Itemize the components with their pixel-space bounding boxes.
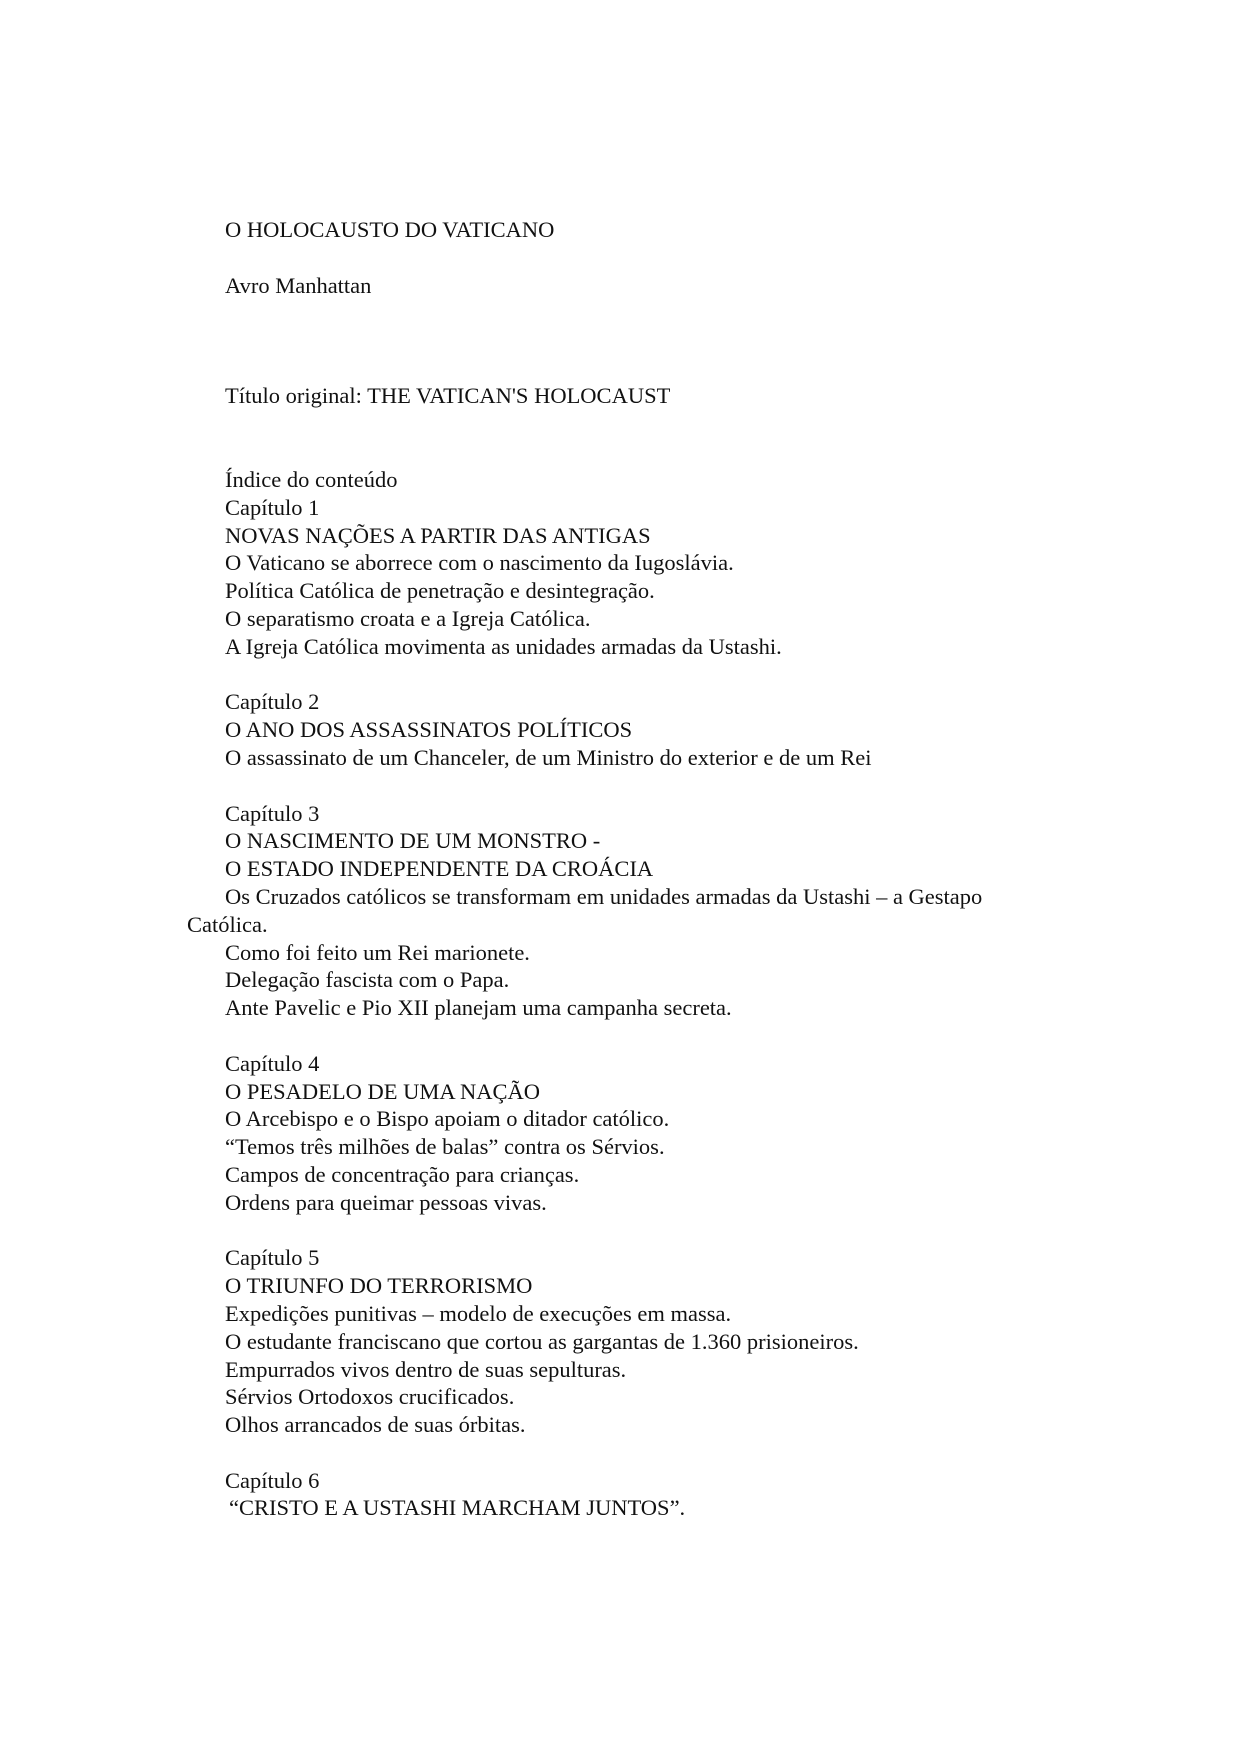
chapter-heading: O NASCIMENTO DE UM MONSTRO - xyxy=(225,828,601,854)
chapter-item: Ordens para queimar pessoas vivas. xyxy=(225,1189,547,1215)
chapter-item: Os Cruzados católicos se transformam em unidades armadas da Ustashi – a Gestapo Católica. xyxy=(187,883,983,937)
chapter-label: Capítulo 2 xyxy=(225,689,320,715)
table-of-contents xyxy=(187,466,1062,1522)
chapter-item: Olhos arrancados de suas órbitas. xyxy=(225,1412,526,1438)
chapter-label: Capítulo 1 xyxy=(225,494,320,520)
blank-line xyxy=(187,661,1062,689)
chapter-heading: NOVAS NAÇÕES A PARTIR DAS ANTIGAS xyxy=(225,522,651,548)
toc-heading: Índice do conteúdo xyxy=(225,467,398,492)
chapter-item: O separatismo croata e a Igreja Católica. xyxy=(225,605,591,631)
chapter-item: Ante Pavelic e Pio XII planejam uma campanha secreta. xyxy=(225,995,732,1021)
chapter-item: Delegação fascista com o Papa. xyxy=(225,967,510,993)
chapter-item: Empurrados vivos dentro de suas sepulturas. xyxy=(225,1356,627,1382)
chapter-heading: O ESTADO INDEPENDENTE DA CROÁCIA xyxy=(225,856,654,882)
chapter-item: “Temos três milhões de balas” contra os Sérvios. xyxy=(225,1134,665,1160)
chapter-item: O Vaticano se aborrece com o nascimento da Iugoslávia. xyxy=(225,550,734,576)
blank-line xyxy=(187,1217,1062,1245)
original-title: Título original: THE VATICAN'S HOLOCAUST xyxy=(225,383,671,408)
document-title: O HOLOCAUSTO DO VATICANO xyxy=(225,217,555,242)
chapter-label: Capítulo 3 xyxy=(225,800,320,826)
chapter-item: Campos de concentração para crianças. xyxy=(225,1161,580,1187)
author: Avro Manhattan xyxy=(225,273,372,298)
chapter-heading: O ANO DOS ASSASSINATOS POLÍTICOS xyxy=(225,717,633,743)
chapter-item: A Igreja Católica movimenta as unidades armadas da Ustashi. xyxy=(225,633,782,659)
chapter-heading: “CRISTO E A USTASHI MARCHAM JUNTOS”. xyxy=(229,1495,686,1521)
blank-line xyxy=(187,772,1062,800)
blank-line xyxy=(187,1439,1062,1467)
chapter-label: Capítulo 4 xyxy=(225,1050,320,1076)
chapter-item: Expedições punitivas – modelo de execuções em massa. xyxy=(225,1300,732,1326)
chapter-item: Política Católica de penetração e desintegração. xyxy=(225,578,655,604)
chapter-label: Capítulo 5 xyxy=(225,1245,320,1271)
chapter-item: O estudante franciscano que cortou as gargantas de 1.360 prisioneiros. xyxy=(225,1328,859,1354)
chapter-heading: O PESADELO DE UMA NAÇÃO xyxy=(225,1078,541,1104)
chapter-item: Sérvios Ortodoxos crucificados. xyxy=(225,1384,515,1410)
chapter-label: Capítulo 6 xyxy=(225,1467,320,1493)
chapter-item: O Arcebispo e o Bispo apoiam o ditador católico. xyxy=(225,1106,670,1132)
blank-line xyxy=(187,1022,1062,1050)
chapter-item: O assassinato de um Chanceler, de um Ministro do exterior e de um Rei xyxy=(225,744,872,770)
chapter-heading: O TRIUNFO DO TERRORISMO xyxy=(225,1273,533,1299)
chapter-item: Como foi feito um Rei marionete. xyxy=(225,939,530,965)
